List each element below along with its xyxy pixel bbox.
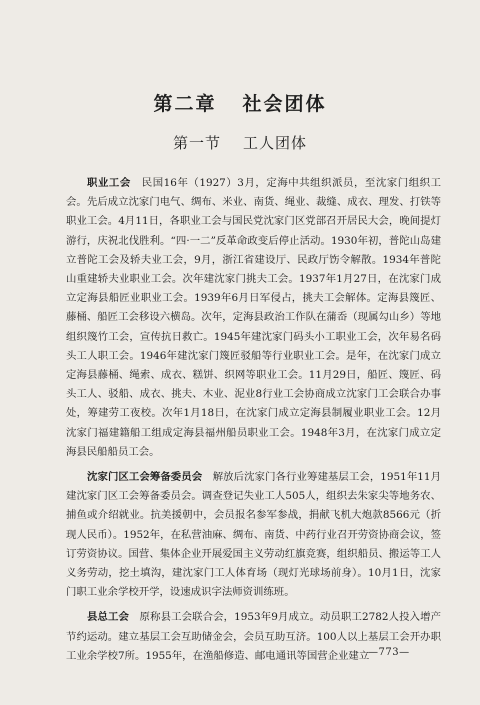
section-name: 工人团体	[243, 134, 308, 152]
entry-trade-unions	[66, 174, 441, 462]
chapter-number: 第二章	[153, 93, 217, 115]
entry-district-preparatory-committee	[66, 468, 441, 602]
chapter-name: 社会团体	[242, 93, 327, 115]
entry-heading: 县总工会	[87, 611, 130, 624]
section-number: 第一节	[172, 134, 221, 152]
body-text	[66, 174, 441, 666]
chapter-title	[0, 89, 480, 116]
entry-text: 原称县工会联合会，1953年9月成立。动员职工2782人投入增产节约运动。建立基层工会互助储金会，会员互助互济。100人以上基层工会开办职工业余学校7所。1955年，在渔船修造、邮电通讯等国营企业建立	[66, 611, 442, 662]
section-title	[0, 132, 480, 153]
entry-text: 解放后沈家门各行业筹建基层工会，1951年11月建沈家门区工会筹备委员会。调查登记失业工人505人，组织去朱家尖等地务农、捕鱼或介绍就业。抗美援朝中，会员报名参军参战，捐献飞机大炮款8566元（折现人民币）。1952年，在私营油麻、绸布、南货、中药行业召开劳资协商会议，签订劳资协议。国营、集体企业开展爱国主义劳动红旗竞赛，组织船员、搬运等工人义务劳动，挖土填沟，建沈家门工人体育场（现灯光球场前身）。10月1日，沈家门职工业余学校开学，设速成识字法师资训练班。	[66, 471, 442, 599]
entry-heading: 沈家门区工会筹备委员会	[87, 471, 203, 484]
page-number: —773—	[368, 647, 410, 658]
entry-heading: 职业工会	[87, 177, 131, 189]
entry-text: 民国16年（1927）3月，定海中共组织派员，至沈家门组织工会。先后成立沈家门电气、绸布、米业、南货、绳业、裁缝、成衣、理发、打铁等职业工会。4月11日，各职业工会与国民党沈家门区党部召开居民大会，晚间提灯游行，庆祝北伐胜利。“四·一二”反革命政变后停止活动。1930年初，普陀山岛建立普陀工会及轿夫业工会，9月，浙江省建设厅、民政厅饬令解散。1934年普陀山重建轿夫业职业工会。次年建沈家门挑夫工会。1937年1月27日，在沈家门成立定海县船匠业职业工会。1939年6月日军侵占，挑夫工会解体。定海县篾匠、藤桶、船匠工会移设六横岛。次年，定海县政治工作队在蒲岙（现属勾山乡）等地组织篾竹工会，宣传抗日救亡。1945年建沈家门码头小工职业工会，次年易名码头工人职工会。1946年建沈家门篾匠驳船等行业职业工会。是年，在沈家门成立定海县藤桶、绳索、成衣、糕饼、织网等职业工会。11月29日，船匠、篾匠、码头工人、驳船、成衣、挑夫、木业、泥业8行业工会协商成立沈家门工会联合办事处，筹建劳工夜校。次年1月18日，在沈家门成立定海县制履业职业工会。12月沈家门福建籍船工组成定海县福州船员职业工会。1948年3月，在沈家门成立定海县民船船员工会。	[66, 177, 442, 458]
